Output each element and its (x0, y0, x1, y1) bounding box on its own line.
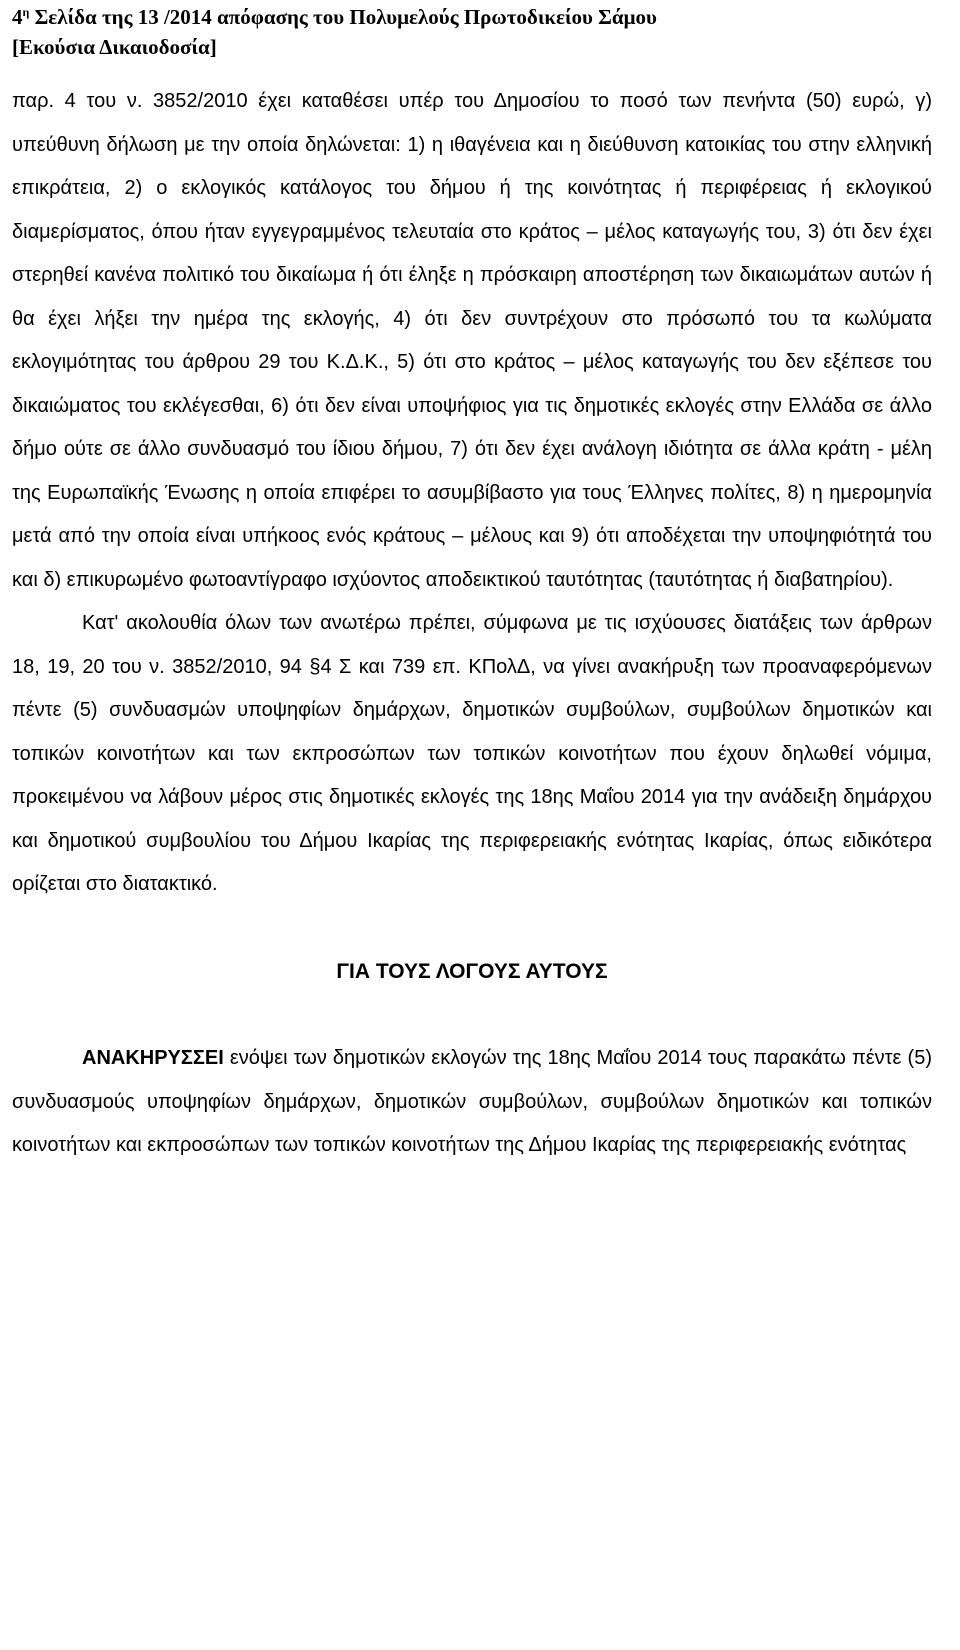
spacer (12, 994, 932, 1038)
spacer (12, 907, 932, 951)
paragraph-proclamation (12, 1037, 932, 1168)
proclamation-keyword: ΑΝΑΚΗΡΥΣΣΕΙ (82, 1047, 224, 1069)
header-page-number: 4 (12, 5, 23, 29)
section-heading: ΓΙΑ ΤΟΥΣ ΛΟΓΟΥΣ ΑΥΤΟΥΣ (336, 960, 608, 983)
header-line-2: [Εκούσια Δικαιοδοσία] (12, 35, 217, 59)
paragraph-conclusion-text: Κατ' ακολουθία όλων των ανωτέρω πρέπει, σύμφωνα με τις ισχύουσες διατάξεις των άρθρων 18, 19, 20 του ν. 3852/2010, 94 §4 Σ και 739 επ. ΚΠολΔ, να γίνει ανακήρυξη των προαναφερόμενων πέντε (5) συνδυασμών υποψηφίων δημάρχων, δημοτικών συμβούλων, συμβούλων δημοτικών και τοπικών κοινοτήτων και των εκπροσώπων των τοπικών κοινοτήτων που έχουν δηλωθεί νόμιμα, προκειμένου να λάβουν μέρος στις δημοτικές εκλογές της 18ης Μαΐου 2014 για την ανάδειξη δημάρχου και δημοτικού συμβουλίου του Δήμου Ικαρίας της περιφερειακής ενότητας Ικαρίας, όπως ειδικότερα ορίζεται στο διατακτικό. (12, 612, 932, 895)
document-body (12, 80, 932, 1168)
paragraph-conclusion (12, 602, 932, 907)
header-line-1 (12, 2, 952, 32)
paragraph-requirements: παρ. 4 του ν. 3852/2010 έχει καταθέσει υπέρ του Δημοσίου το ποσό των πενήντα (50) ευρώ, γ) υπεύθυνη δήλωση με την οποία δηλώνεται: 1) η ιθαγένεια και η διεύθυνση κατοικίας του στην ελληνική επικράτεια, 2) ο εκλογικός κατάλογος του δήμου ή της κοινότητας ή περιφέρειας ή εκλογικού διαμερίσματος, όπου ήταν εγγεγραμμένος τελευταία στο κράτος – μέλος καταγωγής του, 3) ότι δεν έχει στερηθεί κανένα πολιτικό του δικαίωμα ή ότι έληξε η πρόσκαιρη αποστέρηση των δικαιωμάτων αυτών ή θα έχει λήξει την ημέρα της εκλογής, 4) ότι δεν συντρέχουν στο πρόσωπό του τα κωλύματα εκλογιμότητας του άρθρου 29 του Κ.Δ.Κ., 5) ότι στο κράτος – μέλος καταγωγής του δεν εξέπεσε του δικαιώματος του εκλέγεσθαι, 6) ότι δεν είναι υποψήφιος για τις δημοτικές εκλογές στην Ελλάδα σε άλλο δήμο ούτε σε άλλο συνδυασμό του ίδιου δήμου, 7) ότι δεν έχει ανάλογη ιδιότητα σε άλλα κράτη - μέλη της Ευρωπαϊκής Ένωσης η οποία επιφέρει το ασυμβίβαστο για τους Έλληνες πολίτες, 8) η ημερομηνία μετά από την οποία είναι υπήκοος ενός κράτους – μέλους και 9) ότι αποδέχεται την υποψηφιότητά του και δ) επικυρωμένο φωτοαντίγραφο ισχύοντος αποδεικτικού ταυτότητας (ταυτότητας ή διαβατηρίου). (12, 90, 932, 591)
proclamation-text: ενόψει των δημοτικών εκλογών της 18ης Μαΐου 2014 τους παρακάτω πέντε (5) συνδυασμούς υποψηφίων δημάρχων, δημοτικών συμβούλων, συμβούλων δημοτικών και τοπικών κοινοτήτων και εκπροσώπων των τοπικών κοινοτήτων της Δήμου Ικαρίας της περιφερειακής ενότητας (12, 1047, 932, 1156)
header-decision-title: Σελίδα της 13 /2014 απόφασης του Πολυμελούς Πρωτοδικείου Σάμου (29, 5, 657, 29)
header-ordinal-suffix: η (22, 5, 30, 19)
page-header (12, 2, 952, 62)
